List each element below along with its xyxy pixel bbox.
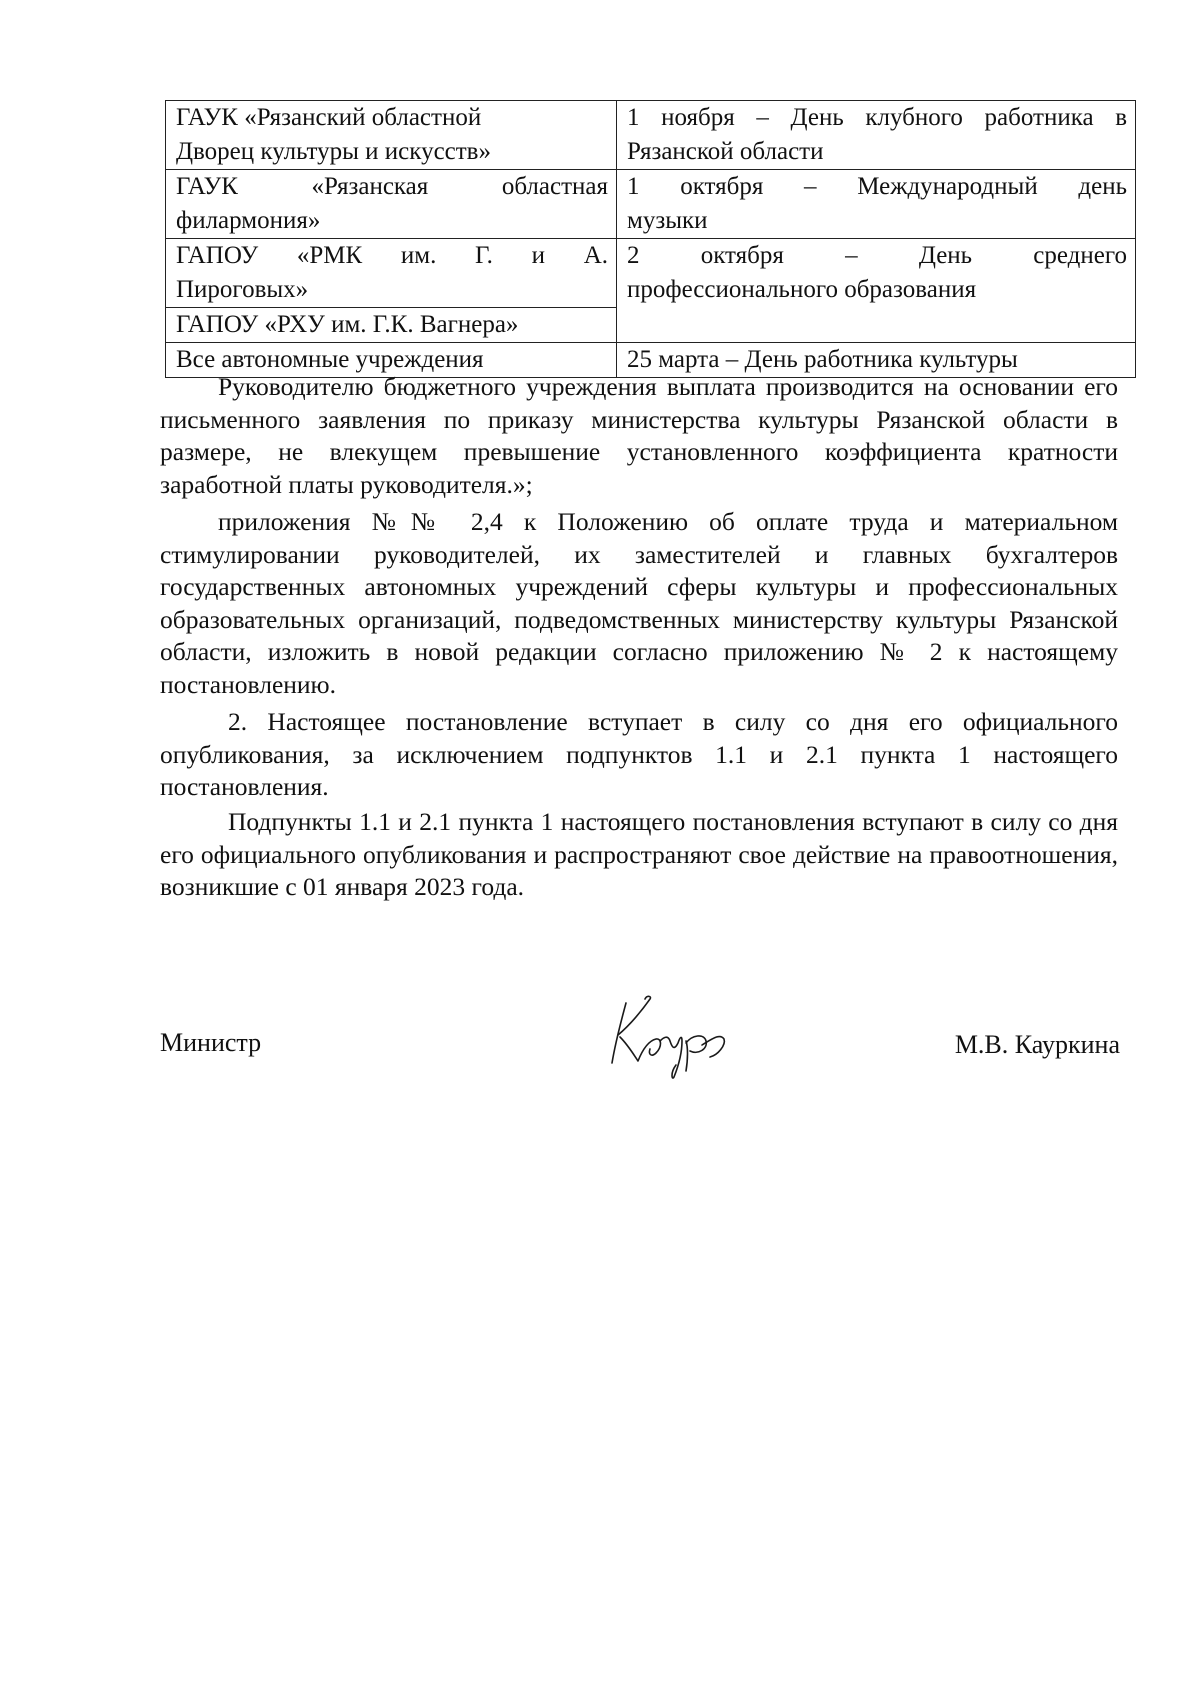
cell-line: Дворец культуры и искусств» — [176, 138, 491, 165]
table-row — [166, 170, 1136, 239]
table-cell-holiday — [617, 239, 1136, 343]
cell-line: ГАУК «Рязанский областной — [176, 104, 482, 131]
cell-line: 25 марта – День работника культуры — [627, 346, 1018, 373]
table-cell-organization — [166, 239, 617, 308]
table-cell-organization — [166, 170, 617, 239]
cell-line: музыки — [627, 207, 708, 234]
cell-line: 1 октября – Международный день — [627, 173, 1127, 200]
paragraph-manager-payment: Руководителю бюджетного учреждения выплата производится на основании его письменного заявления по приказу министерства культуры Рязанской области в размере, не влекущем превышение установленного коэффициента кратности заработной платы руководителя.»; — [160, 372, 1118, 499]
cell-line: 2 октября – День среднего — [627, 242, 1127, 269]
holidays-table — [165, 100, 1136, 378]
cell-line: Все автономные учреждения — [176, 346, 484, 373]
cell-line: профессионального образования — [627, 276, 977, 303]
signatory-name: М.В. Кауркина — [954, 1030, 1120, 1059]
table-cell-holiday — [617, 170, 1136, 239]
paragraph-effective-date: 2. Настоящее постановление вступает в силу со дня его официального опубликования, за исключением подпунктов 1.1 и 2.1 пункта 1 настоящего постановления. — [160, 707, 1118, 801]
table-cell-organization — [166, 308, 617, 343]
table-row — [166, 101, 1136, 170]
cell-line: 1 ноября – День клубного работника в — [627, 104, 1127, 131]
paragraph-appendices: приложения №№ 2,4 к Положению об оплате труда и материальном стимулировании руководителей, их заместителей и главных бухгалтеров государственных автономных учреждений сферы культуры и профессиональных образовательных организаций, подведомственных министерству культуры Рязанской области, изложить в новой редакции согласно приложению № 2 к настоящему постановлению. — [160, 507, 1118, 699]
cell-line: ГАУК «Рязанская областная — [176, 173, 608, 200]
cell-line: ГАПОУ «РМК им. Г. и А. — [176, 242, 608, 269]
signatory-title: Министр — [160, 1028, 262, 1057]
table-row — [166, 239, 1136, 308]
cell-line: ГАПОУ «РХУ им. Г.К. Вагнера» — [176, 311, 519, 338]
cell-line: филармония» — [176, 207, 321, 234]
table-cell-organization — [166, 101, 617, 170]
handwritten-signature — [590, 985, 740, 1080]
cell-line: Рязанской области — [627, 138, 824, 165]
cell-line: Пироговых» — [176, 276, 309, 303]
table-cell-holiday — [617, 101, 1136, 170]
paragraph-subclauses: Подпункты 1.1 и 2.1 пункта 1 настоящего постановления вступают в силу со дня его официального опубликования и распространяют свое действие на правоотношения, возникшие с 01 января 2023 года. — [160, 807, 1118, 901]
